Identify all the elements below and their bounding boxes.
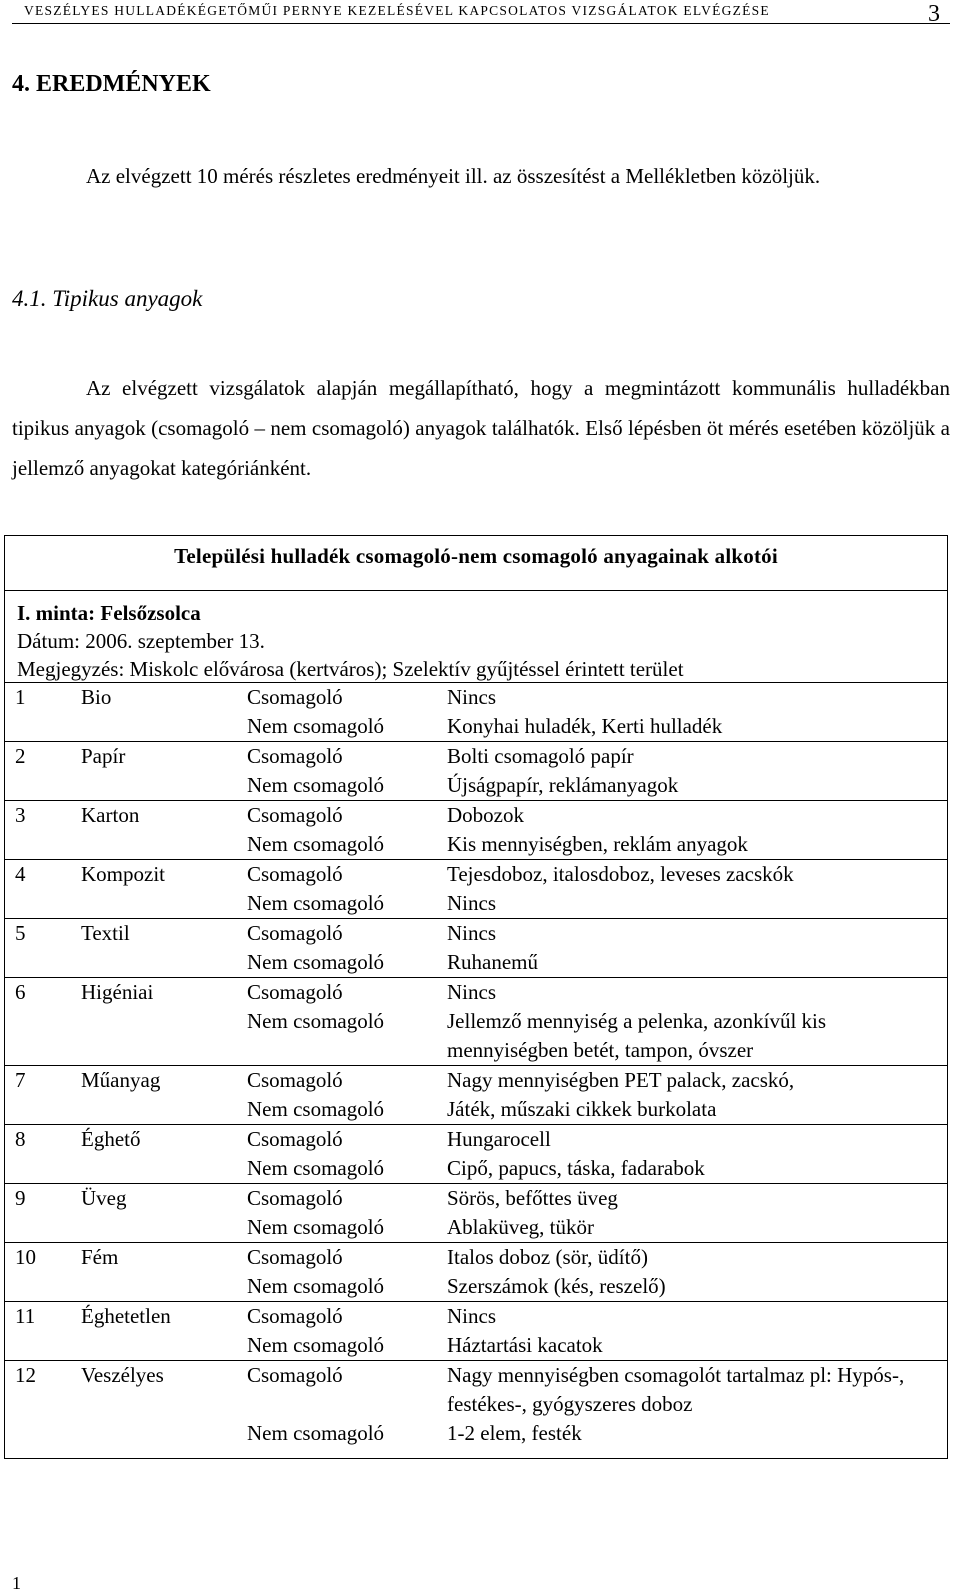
packaging-type: Nem csomagoló xyxy=(247,1215,385,1239)
packaging-type: Nem csomagoló xyxy=(247,1333,385,1357)
category-name: Higéniai xyxy=(81,980,154,1004)
packaging-type: Nem csomagoló xyxy=(247,1421,385,1445)
table-row xyxy=(5,1124,947,1183)
table-subrow xyxy=(5,830,947,859)
material-description: Ablaküveg, tükör xyxy=(447,1215,594,1239)
table-subrow xyxy=(5,1125,947,1154)
packaging-type: Nem csomagoló xyxy=(247,1009,385,1033)
category-name: Éghetetlen xyxy=(81,1304,171,1328)
sample-note: Megjegyzés: Miskolc elővárosa (kertváros); Szelektív gyűjtéssel érintett terület xyxy=(17,657,684,681)
table-body xyxy=(5,682,947,1448)
packaging-type: Nem csomagoló xyxy=(247,1156,385,1180)
category-number: 5 xyxy=(15,921,26,945)
packaging-type: Nem csomagoló xyxy=(247,950,385,974)
table-subrow xyxy=(5,978,947,1007)
table-subrow xyxy=(5,1066,947,1095)
table-subrow xyxy=(5,1213,947,1242)
sample-label: I. minta: Felsőzsolca xyxy=(17,601,201,625)
category-name: Üveg xyxy=(81,1186,127,1210)
category-number: 1 xyxy=(15,685,26,709)
material-description: Nincs xyxy=(447,891,496,915)
packaging-type: Csomagoló xyxy=(247,803,343,827)
footer-number: 1 xyxy=(12,1573,21,1593)
section-title: 4. EREDMÉNYEK xyxy=(12,71,211,97)
material-description: Kis mennyiségben, reklám anyagok xyxy=(447,832,748,856)
category-name: Fém xyxy=(81,1245,119,1269)
material-description: 1-2 elem, festék xyxy=(447,1421,582,1445)
category-name: Éghető xyxy=(81,1127,141,1151)
material-description: Nincs xyxy=(447,685,496,709)
table-subrow xyxy=(5,1302,947,1331)
packaging-type: Csomagoló xyxy=(247,1245,343,1269)
material-description: Tejesdoboz, italosdoboz, leveses zacskók xyxy=(447,862,794,886)
table-subrow xyxy=(5,889,947,918)
category-number: 7 xyxy=(15,1068,26,1092)
table-row xyxy=(5,859,947,918)
material-description: Sörös, befőttes üveg xyxy=(447,1186,618,1210)
category-name: Bio xyxy=(81,685,112,709)
material-description: Italos doboz (sör, üdítő) xyxy=(447,1245,648,1269)
category-name: Kompozit xyxy=(81,862,165,886)
material-description: Szerszámok (kés, reszelő) xyxy=(447,1274,666,1298)
table-subrow xyxy=(5,742,947,771)
packaging-type: Nem csomagoló xyxy=(247,891,385,915)
material-description: Hungarocell xyxy=(447,1127,551,1151)
table-row xyxy=(5,1360,947,1448)
material-description: Konyhai huladék, Kerti hulladék xyxy=(447,714,723,738)
table-subrow xyxy=(5,1331,947,1360)
materials-table xyxy=(4,535,948,1459)
packaging-type: Csomagoló xyxy=(247,1304,343,1328)
page-number: 3 xyxy=(928,1,940,27)
packaging-type: Nem csomagoló xyxy=(247,1097,385,1121)
table-subrow xyxy=(5,1272,947,1301)
packaging-type: Csomagoló xyxy=(247,744,343,768)
material-description: Játék, műszaki cikkek burkolata xyxy=(447,1097,717,1121)
table-subrow xyxy=(5,712,947,741)
packaging-type: Csomagoló xyxy=(247,980,343,1004)
table-subrow xyxy=(5,1095,947,1124)
table-row xyxy=(5,918,947,977)
material-description: Nincs xyxy=(447,1304,496,1328)
packaging-type: Nem csomagoló xyxy=(247,714,385,738)
table-subrow xyxy=(5,771,947,800)
table-row xyxy=(5,682,947,741)
table-subrow xyxy=(5,1419,947,1448)
packaging-type: Nem csomagoló xyxy=(247,773,385,797)
category-name: Papír xyxy=(81,744,126,768)
material-description: Dobozok xyxy=(447,803,524,827)
category-number: 11 xyxy=(15,1304,36,1328)
table-subrow xyxy=(5,683,947,712)
table-title-divider xyxy=(5,590,947,591)
sample-date: Dátum: 2006. szeptember 13. xyxy=(17,629,265,653)
category-number: 12 xyxy=(15,1363,36,1387)
packaging-type: Csomagoló xyxy=(247,1127,343,1151)
packaging-type: Csomagoló xyxy=(247,921,343,945)
table-row xyxy=(5,977,947,1065)
table-subrow xyxy=(5,1361,947,1419)
table-subrow xyxy=(5,919,947,948)
running-title: VESZÉLYES HULLADÉKÉGETŐMŰI PERNYE KEZELÉSÉVEL KAPCSOLATOS VIZSGÁLATOK ELVÉGZÉSE xyxy=(24,3,770,18)
category-number: 6 xyxy=(15,980,26,1004)
table-subrow xyxy=(5,1007,947,1065)
packaging-type: Csomagoló xyxy=(247,685,343,709)
material-description: Cipő, papucs, táska, fadarabok xyxy=(447,1156,705,1180)
category-number: 8 xyxy=(15,1127,26,1151)
table-row xyxy=(5,1242,947,1301)
category-name: Textil xyxy=(81,921,130,945)
material-description: Nagy mennyiségben PET palack, zacskó, xyxy=(447,1068,795,1092)
packaging-type: Csomagoló xyxy=(247,1186,343,1210)
category-number: 3 xyxy=(15,803,26,827)
running-header xyxy=(12,0,950,27)
intro-paragraph: Az elvégzett 10 mérés részletes eredményeit ill. az összesítést a Mellékletben közöljük. xyxy=(86,164,821,188)
packaging-type: Nem csomagoló xyxy=(247,832,385,856)
table-row xyxy=(5,800,947,859)
category-name: Műanyag xyxy=(81,1068,161,1092)
subsection-title: 4.1. Tipikus anyagok xyxy=(12,286,203,311)
body-paragraph: Az elvégzett vizsgálatok alapján megállapítható, hogy a megmintázott kommunális hulladékban tipikus anyagok (csomagoló – nem csomagoló) anyagok találhatók. Első lépésben öt mérés esetében közöljük a jellemző anyagokat kategóriánként. xyxy=(12,376,950,480)
material-description: Nincs xyxy=(447,980,496,1004)
category-number: 9 xyxy=(15,1186,26,1210)
table-subrow xyxy=(5,801,947,830)
table-row xyxy=(5,741,947,800)
table-row xyxy=(5,1301,947,1360)
table-subrow xyxy=(5,860,947,889)
table-row xyxy=(5,1065,947,1124)
category-name: Karton xyxy=(81,803,140,827)
category-number: 4 xyxy=(15,862,26,886)
material-description: Háztartási kacatok xyxy=(447,1333,603,1357)
material-description: Ruhanemű xyxy=(447,950,538,974)
table-subrow xyxy=(5,948,947,977)
category-name: Veszélyes xyxy=(81,1363,164,1387)
table-subrow xyxy=(5,1243,947,1272)
material-description: Jellemző mennyiség a pelenka, azonkívűl kis mennyiségben betét, tampon, óvszer xyxy=(447,1009,827,1062)
table-title: Települési hulladék csomagoló-nem csomagoló anyagainak alkotói xyxy=(174,544,778,568)
material-description: Nagy mennyiségben csomagolót tartalmaz pl: Hypós-, festékes-, gyógyszeres doboz xyxy=(447,1363,905,1416)
packaging-type: Csomagoló xyxy=(247,862,343,886)
table-row xyxy=(5,1183,947,1242)
material-description: Újságpapír, reklámanyagok xyxy=(447,773,679,797)
category-number: 2 xyxy=(15,744,26,768)
material-description: Bolti csomagoló papír xyxy=(447,744,634,768)
packaging-type: Csomagoló xyxy=(247,1363,343,1387)
packaging-type: Nem csomagoló xyxy=(247,1274,385,1298)
table-subrow xyxy=(5,1184,947,1213)
category-number: 10 xyxy=(15,1245,36,1269)
material-description: Nincs xyxy=(447,921,496,945)
table-subrow xyxy=(5,1154,947,1183)
packaging-type: Csomagoló xyxy=(247,1068,343,1092)
